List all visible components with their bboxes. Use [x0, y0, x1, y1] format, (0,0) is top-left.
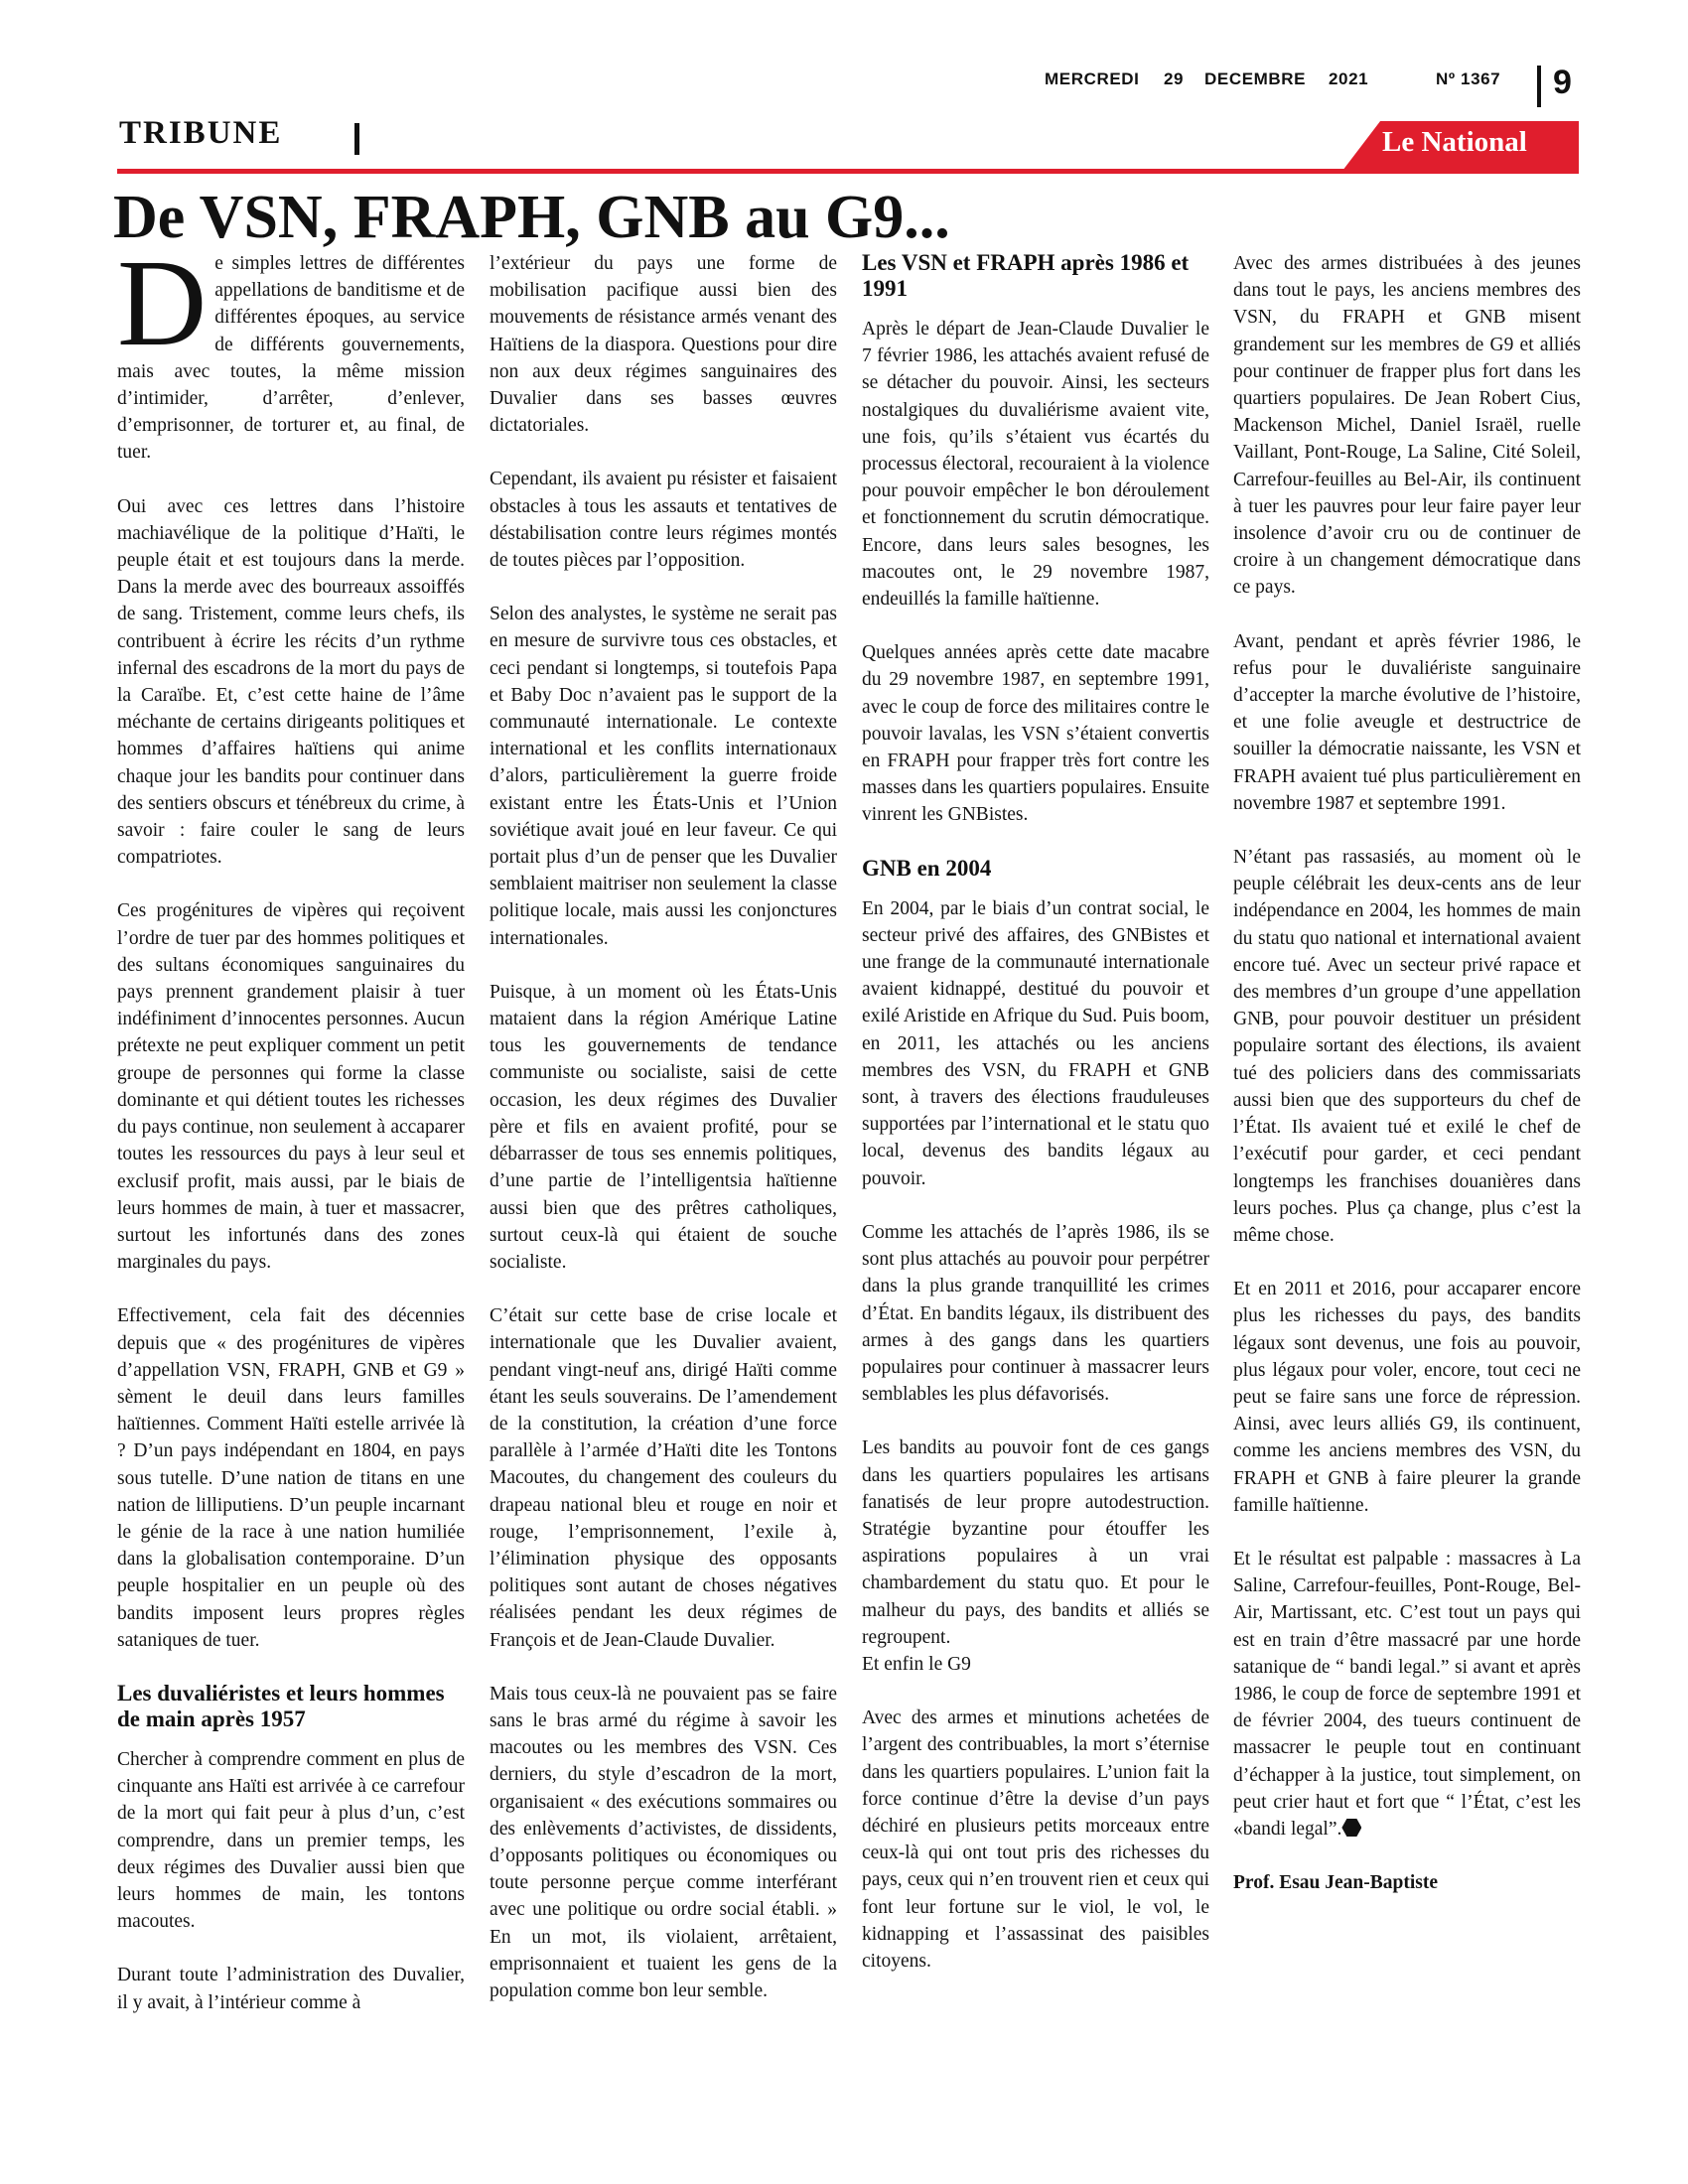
article-paragraph: Comme les attachés de l’après 1986, ils se sont plus attachés au pouvoir pour perpétrer dans la plus grande tranquillité les crimes d’État. En bandits légaux, ils distribuent des armes à des gangs dans les quartiers populaires pour continuer à massacrer leurs semblables les plus défavorisés.	[862, 1221, 1209, 1406]
article-paragraph: Oui avec ces lettres dans l’histoire machiavélique de la politique d’Haïti, le peuple était et est toujours dans la merde. Dans la merde avec des bourreaux assoiffés de sang. Tristement, comme leurs chefs, ils contribuent à écrire les récits d’un rythme infernal des escadrons de la mort du pays de la Caraïbe. Et, c’est cette haine de l’âme méchante de certains dirigeants politiques et hommes d’affaires haïtiens qui anime chaque jour les bandits pour continuer dans des sentiers obscurs et ténébreux du crime, à savoir : faire couler le sang de leurs compatriotes.	[117, 495, 465, 869]
section-divider	[354, 123, 359, 155]
masthead-divider	[1537, 66, 1541, 107]
section-label: TRIBUNE	[119, 115, 283, 151]
article-paragraph: l’extérieur du pays une forme de mobilisation pacifique aussi bien des mouvements de résistance armés venant des Haïtiens de la diaspora. Questions pour dire non aux deux régimes sanguinaires des Duvalier dans ses basses œuvres dictatoriales.	[490, 253, 837, 437]
drop-cap: D	[117, 235, 208, 372]
subheading: GNB en 2004	[862, 855, 992, 881]
article-paragraph: Chercher à comprendre comment en plus de cinquante ans Haïti est arrivée à ce carrefour de la mort qui fait peur à plus d’un, c’est comprendre, dans un premier temps, les deux régimes des Duvalier aussi bien que leurs hommes de main, les tontons macoutes.	[117, 1748, 465, 1933]
page-number: 9	[1553, 64, 1572, 101]
article-paragraph: C’était sur cette base de crise locale et internationale que les Duvalier avaient, pendant vingt-neuf ans, dirigé Haïti comme étant les seuls souverains. De l’amendement de la constitution, la création d’une force parallèle à l’armée d’Haïti dite les Tontons Macoutes, du changement des couleurs du drapeau national bleu et rouge en noir et rouge, l’emprisonnement, l’exile à, l’élimination physique des opposants politiques sont autant de choses négatives réalisées pendant les deux régimes de François et de Jean-Claude Duvalier.	[490, 1305, 837, 1651]
article-paragraph: Avant, pendant et après février 1986, le refus pour le duvaliériste sanguinaire d’accepter la marche évolutive de l’histoire, et une folie aveugle et destructrice de souiller la démocratie naissante, les VSN et FRAPH avaient tué plus particulièrement en novembre 1987 et septembre 1991.	[1233, 630, 1581, 814]
article-paragraph: Avec des armes distribuées à des jeunes dans tout le pays, les anciens membres des VSN, du FRAPH et GNB misent grandement sur les membres de G9 et alliés pour continuer de frapper plus fort dans les quartiers populaires. De Jean Robert Cius, Mackenson Michel, Daniel Israël, ruelle Vaillant, Pont-Rouge, La Saline, Cité Soleil, Carrefour-feuilles au Bel-Air, ils continuent à tuer les pauvres pour leur faire payer leur insolence d’avoir cru ou de continuer de croire à un changement démocratique dans ce pays.	[1233, 253, 1581, 599]
author-byline: Prof. Esau Jean-Baptiste	[1233, 1872, 1439, 1894]
article-paragraph: N’étant pas rassasiés, au moment où le peuple célébrait les deux-cents ans de leur indépendance en 2004, les hommes de main du statu quo national et international avaient encore tué. Avec un secteur privé rapace et des membres d’un groupe d’une appellation GNB, pour pouvoir destituer un président populaire sortant des élections, ils avaient tué des policiers dans des commissariats aussi bien que des supporteurs du chef de l’État. Ils avaient tué et exilé le chef de l’exécutif pour garder, et ceci pendant longtemps les franchises douanières dans leurs poches. Plus ça change, plus c’est la même chose.	[1233, 847, 1581, 1246]
article-paragraph: Cependant, ils avaient pu résister et faisaient obstacles à tous les assauts et tentatives de déstabilisation contre leurs régimes montés de toutes pièces par l’opposition.	[490, 469, 837, 572]
column-2	[490, 250, 837, 2031]
masthead	[0, 69, 1688, 99]
article-paragraph: En 2004, par le biais d’un contrat social, le secteur privé des affaires, des GNBistes et une frange de la communauté internationale avaient kidnappé, destitué du pouvoir et exilé Aristide en Afrique du Sud. Puis boom, en 2011, les attachés ou les anciens membres des VSN, du FRAPH et GNB sont, à travers des élections frauduleuses supportées par l’international et le statu quo local, devenus des bandits légaux au pouvoir.	[862, 897, 1209, 1189]
subheading: Les duvaliéristes et leurs hommes de main après 1957	[117, 1680, 445, 1731]
masthead-date-number: 29	[1164, 69, 1185, 88]
column-3	[862, 250, 1209, 2001]
masthead-year: 2021	[1329, 69, 1369, 88]
article-paragraph: Après le départ de Jean-Claude Duvalier le 7 février 1986, les attachés avaient refusé de se détacher du pouvoir. Ainsi, les secteurs nostalgiques du duvaliérisme avaient vite, une fois, qu’ils s’étaient vus écartés du processus électoral, recouraient à la violence pour pouvoir empêcher le bon déroulement et fonctionnement du scrutin démocratique. Encore, dans leurs sales besognes, les macoutes ont, le 29 novembre 1987, endeuillés la famille haïtienne.	[862, 319, 1209, 611]
article-paragraph: Effectivement, cela fait des décennies depuis que « des progénitures de vipères d’appellation VSN, FRAPH, GNB et G9 » sèment le deuil dans leurs familles haïtiennes. Comment Haïti estelle arrivée là ? D’un pays indépendant en 1804, en pays sous tutelle. D’une nation de titans en une nation de lilliputiens. D’un peuple incarnant le génie de la race à une nation humiliée dans la globalisation contemporaine. D’un peuple hospitalier en un peuple où des bandits imposent leurs propres règles sataniques de tuer.	[117, 1305, 465, 1651]
article-paragraph: Puisque, à un moment où les États-Unis mataient dans la région Amérique Latine tous les gouvernements de tendance communiste ou socialiste, saisi de cette occasion, les deux régimes des Duvalier père et fils en avaient profité, pour se débarrasser de tous ses ennemis politiques, d’une partie de l’intelligentsia haïtienne aussi bien que des prêtres catholiques, surtout ceux-là qui étaient de souche socialiste.	[490, 981, 837, 1273]
column-1	[117, 235, 465, 2043]
article-paragraph: Quelques années après cette date macabre du 29 novembre 1987, en septembre 1991, avec le coup de force des militaires contre le pouvoir lavalas, les VSN s’étaient convertis en FRAPH pour frapper très fort contre les masses dans les quartiers populaires. Ensuite vinrent les GNBistes.	[862, 642, 1209, 826]
masthead-issue: Nº 1367	[1436, 69, 1501, 88]
masthead-day: MERCREDI	[1045, 69, 1140, 88]
subheading: Les VSN et FRAPH après 1986 et 1991	[862, 250, 1190, 301]
brand-name: Le National	[1382, 126, 1527, 158]
masthead-month: DECEMBRE	[1204, 69, 1307, 88]
article-paragraph: Les bandits au pouvoir font de ces gangs dans les quartiers populaires les artisans fanatisés de leur propre autodestruction. Stratégie byzantine pour étouffer les aspirations populaires à un vrai chambardement du statu quo. Et pour le malheur du pays, des bandits et alliés se regroupent.	[862, 1437, 1209, 1648]
article-paragraph: Et enfin le G9	[862, 1653, 971, 1675]
article-paragraph: De simples lettres de différentes appellations de banditisme et de différentes époques, au service de différents gouvernements, mais avec toutes, la même mission d’intimider, d’arrêter, d’enlever, d’emprisonner, de torturer et, au final, de tuer.	[117, 235, 465, 464]
header-rule	[117, 169, 1579, 174]
article-paragraph: Selon des analystes, le système ne serait pas en mesure de survivre tous ces obstacles, et ceci pendant si longtemps, si toutefois Papa et Baby Doc n’avaient pas le support de la communauté internationale. Le contexte international et les conflits internationaux d’alors, particulièrement la guerre froide existant entre les États-Unis et l’Union soviétique avait joué en leur faveur. Ce qui portait plus d’un de penser que les Duvalier semblaient maitriser non seulement la classe politique locale, mais aussi les conjonctures internationales.	[490, 604, 837, 949]
article-paragraph: Mais tous ceux-là ne pouvaient pas se faire sans le bras armé du régime à savoir les macoutes ou les membres des VSN. Ces derniers, du style d’escadron de la mort, organisaient « des exécutions sommaires ou des enlèvements d’activistes, de dissidents, d’opposants politiques ou économiques ou toute personne perçue comme interférant avec une politique ou ordre social établi. » En un mot, ils violaient, arrêtaient, emprisonnaient et tuaient les gens de la population comme bon leur semble.	[490, 1683, 837, 2001]
article-paragraph: Durant toute l’administration des Duvalier, il y avait, à l’intérieur comme à	[117, 1965, 465, 2013]
headline: De VSN, FRAPH, GNB au G9...	[113, 184, 950, 251]
article-paragraph: Avec des armes et minutions achetées de l’argent des contribuables, la mort s’éternise dans les quartiers populaires. L’union fait la force continue d’être la devise d’un pays déchiré en plusieurs petits morceaux entre ceux-là qui ont tout pris des richesses du pays, ceux qui n’en trouvent rien et ceux qui font leur fortune sur le viol, le vol, le kidnapping et l’assassinat des paisibles citoyens.	[862, 1707, 1209, 1972]
column-4	[1233, 250, 1581, 1923]
article-paragraph: Ces progénitures de vipères qui reçoivent l’ordre de tuer par des hommes politiques et des sultans économiques sanguinaires du pays prennent grandement plaisir à tuer indéfiniment d’innocentes personnes. Aucun prétexte ne peut expliquer comment un petit groupe de personnes qui forme la classe dominante et qui détient toutes les richesses du pays continue, non seulement à accaparer toutes les ressources du pays à leur seul et exclusif profit, mais aussi, par le biais de leurs hommes de main, à tuer et massacrer, surtout les infortunés dans des zones marginales du pays.	[117, 900, 465, 1274]
article-paragraph: Et le résultat est palpable : massacres à La Saline, Carrefour-feuilles, Pont-Rouge, Bel-Air, Martissant, etc. C’est tout un pays qui est en train d’être massacré par une horde satanique de “ bandi legal.” si avant et après 1986, le coup de force de septembre 1991 et de février 2004, des tueurs continuent de massacrer le peuple tout en continuant d’échapper à la justice, tout simplement, on peut crier haut et fort que “ l’État, c’est les «bandi legal”.	[1233, 1548, 1581, 1840]
article-paragraph: Et en 2011 et 2016, pour accaparer encore plus les richesses du pays, des bandits légaux sont devenus, une fois au pouvoir, plus légaux pour voler, encore, tout ceci ne peut se faire sans une force de répression. Ainsi, avec leurs alliés G9, ils continuent, comme les anciens membres des VSN, du FRAPH et GNB à faire pleurer la grande famille haïtienne.	[1233, 1279, 1581, 1516]
end-mark-icon	[1341, 1818, 1361, 1838]
